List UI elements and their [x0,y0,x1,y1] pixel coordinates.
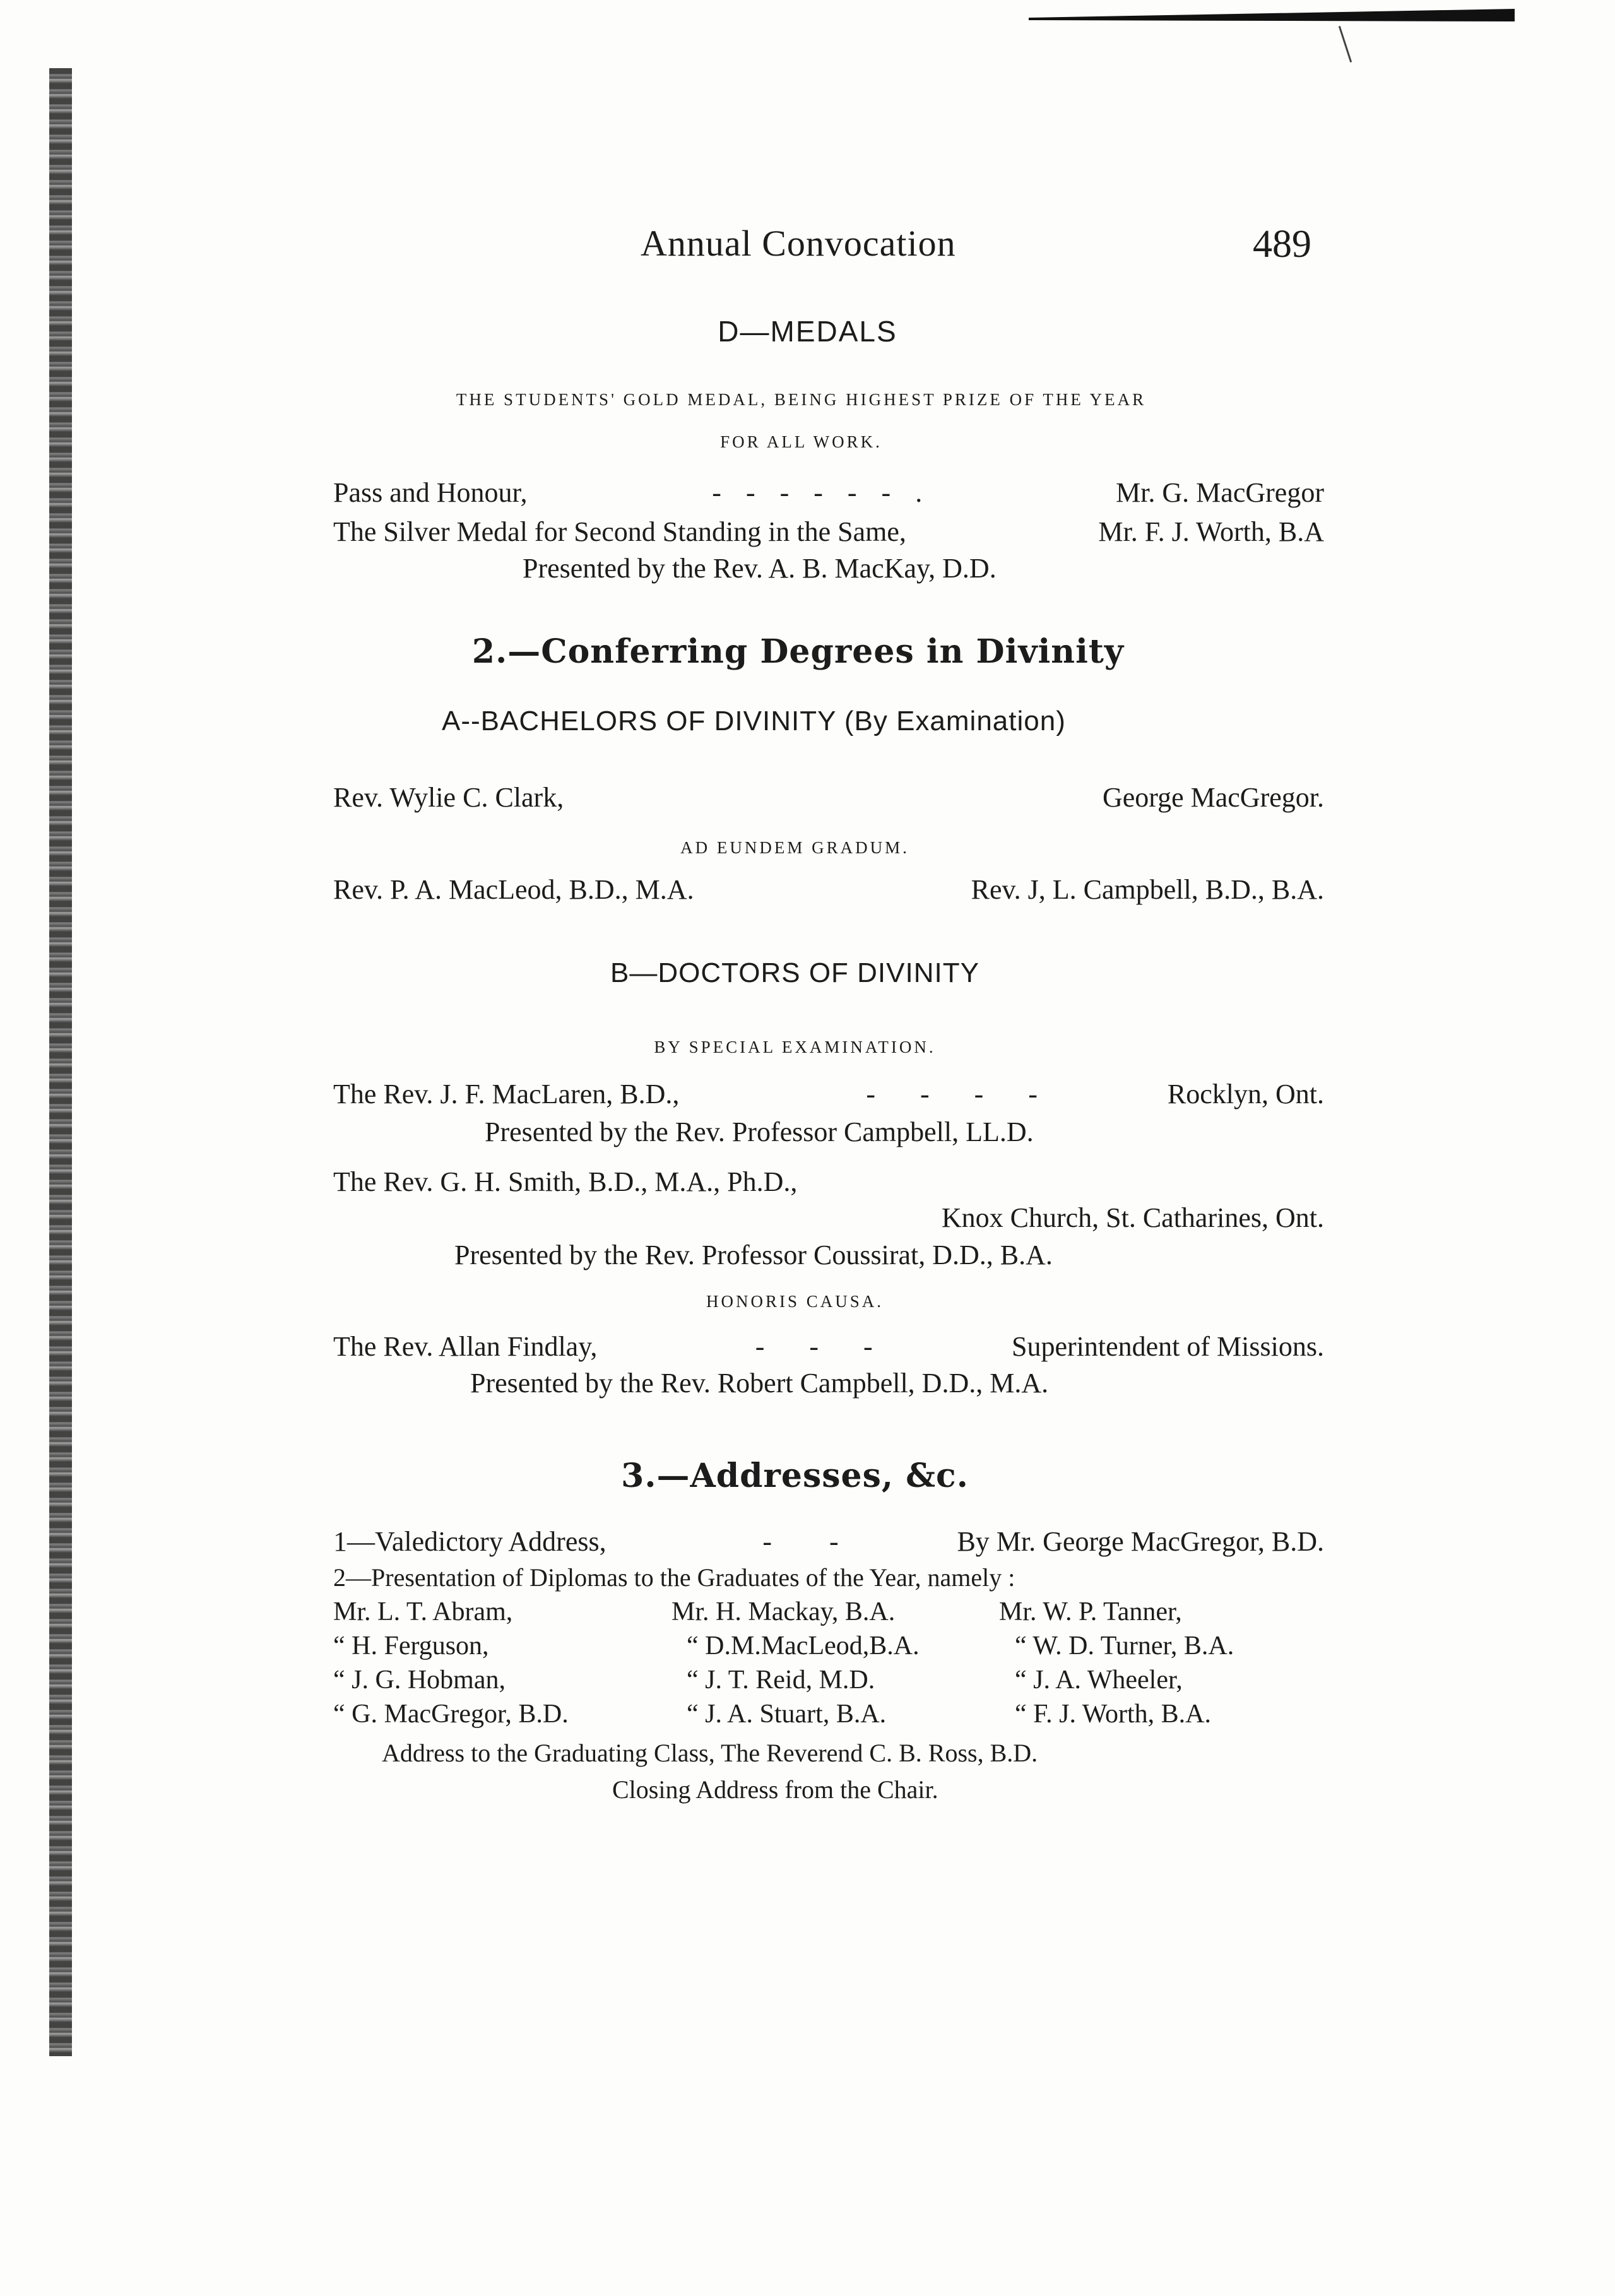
bachelor-name: George MacGregor. [1102,782,1324,813]
smith-name: The Rev. G. H. Smith, B.D., M.A., Ph.D., [333,1166,798,1197]
gold-medal-row [333,476,1324,509]
graduate-name: Mr. L. T. Abram, [333,1597,513,1626]
running-title: Annual Convocation [641,223,956,264]
graduate-name: “ J. A. Wheeler, [1015,1666,1183,1695]
scan-mark [1339,26,1352,62]
graduate-name: “ H. Ferguson, [333,1631,489,1660]
maclaren-name: The Rev. J. F. MacLaren, B.D., [333,1079,680,1110]
smith-presented-by: Presented by the Rev. Professor Coussirat, D.D., B.A. [454,1240,1053,1270]
bachelors-row [333,781,1324,814]
scan-binding-edge [49,68,72,2056]
silver-medal-row [333,516,1324,548]
medals-presented-by: Presented by the Rev. A. B. MacKay, D.D. [523,553,997,584]
ad-eundem-name: Rev. P. A. MacLeod, B.D., M.A. [333,874,694,905]
ad-eundem-name: Rev. J, L. Campbell, B.D., B.A. [971,874,1324,905]
graduate-name: “ D.M.MacLeod,B.A. [687,1631,920,1660]
gold-medal-recipient: Mr. G. MacGregor [1116,477,1324,508]
address-to-class: Address to the Graduating Class, The Reverend C. B. Ross, B.D. [382,1739,1038,1767]
medals-heading: D—MEDALS [718,315,897,348]
findlay-name: The Rev. Allan Findlay, [333,1331,598,1362]
maclaren-row [333,1078,1324,1110]
valedictory-row [333,1525,1324,1558]
leader-dashes: - - - - [866,1079,1056,1110]
graduate-name: “ J. T. Reid, M.D. [687,1666,875,1695]
special-exam-caption: BY SPECIAL EXAMINATION. [654,1038,936,1056]
findlay-row [333,1330,1324,1363]
smith-place: Knox Church, St. Catharines, Ont. [941,1202,1324,1233]
doctors-heading: B—DOCTORS OF DIVINITY [610,957,979,988]
silver-medal-recipient: Mr. F. J. Worth, B.A [1098,516,1324,547]
page-number: 489 [1253,223,1311,266]
maclaren-place: Rocklyn, Ont. [1167,1079,1324,1110]
graduate-name: “ G. MacGregor, B.D. [333,1700,569,1729]
graduate-name: “ F. J. Worth, B.A. [1015,1700,1212,1729]
bachelor-name: Rev. Wylie C. Clark, [333,782,564,813]
divinity-heading: 2.—Conferring Degrees in Divinity [471,632,1125,671]
graduate-name: Mr. H. Mackay, B.A. [671,1597,896,1626]
addresses-heading: 3.—Addresses, &c. [621,1457,969,1495]
ad-eundem-row [333,873,1324,906]
ad-eundem-caption: AD EUNDEM GRADUM. [680,838,909,857]
closing-address: Closing Address from the Chair. [612,1775,938,1804]
graduate-name: Mr. W. P. Tanner, [999,1597,1182,1626]
leader-dashes: - - [762,1526,864,1557]
medals-caption-line2: FOR ALL WORK. [720,432,882,451]
honoris-causa-caption: HONORIS CAUSA. [706,1292,884,1311]
leader-dashes: - - - [755,1331,892,1362]
findlay-presented-by: Presented by the Rev. Robert Campbell, D.D., M.A. [470,1368,1049,1399]
valedictory-speaker: By Mr. George MacGregor, B.D. [957,1526,1324,1557]
valedictory-label: 1—Valedictory Address, [333,1526,606,1557]
scan-top-rule [1029,9,1515,21]
graduate-name: “ W. D. Turner, B.A. [1015,1631,1234,1660]
medals-caption-line1: THE STUDENTS' GOLD MEDAL, BEING HIGHEST PRIZE OF THE YEAR [456,390,1147,409]
graduate-name: “ J. A. Stuart, B.A. [687,1700,887,1729]
maclaren-presented-by: Presented by the Rev. Professor Campbell, LL.D. [485,1116,1034,1147]
graduate-name: “ J. G. Hobman, [333,1666,506,1695]
silver-medal-label: The Silver Medal for Second Standing in the Same, [333,516,906,547]
bachelors-heading: A--BACHELORS OF DIVINITY (By Examination) [442,706,1066,737]
leader-dashes: - - - - - - . [712,477,932,508]
diplomas-intro: 2—Presentation of Diplomas to the Graduates of the Year, namely : [333,1563,1015,1592]
gold-medal-label: Pass and Honour, [333,477,528,508]
findlay-title: Superintendent of Missions. [1012,1331,1324,1362]
